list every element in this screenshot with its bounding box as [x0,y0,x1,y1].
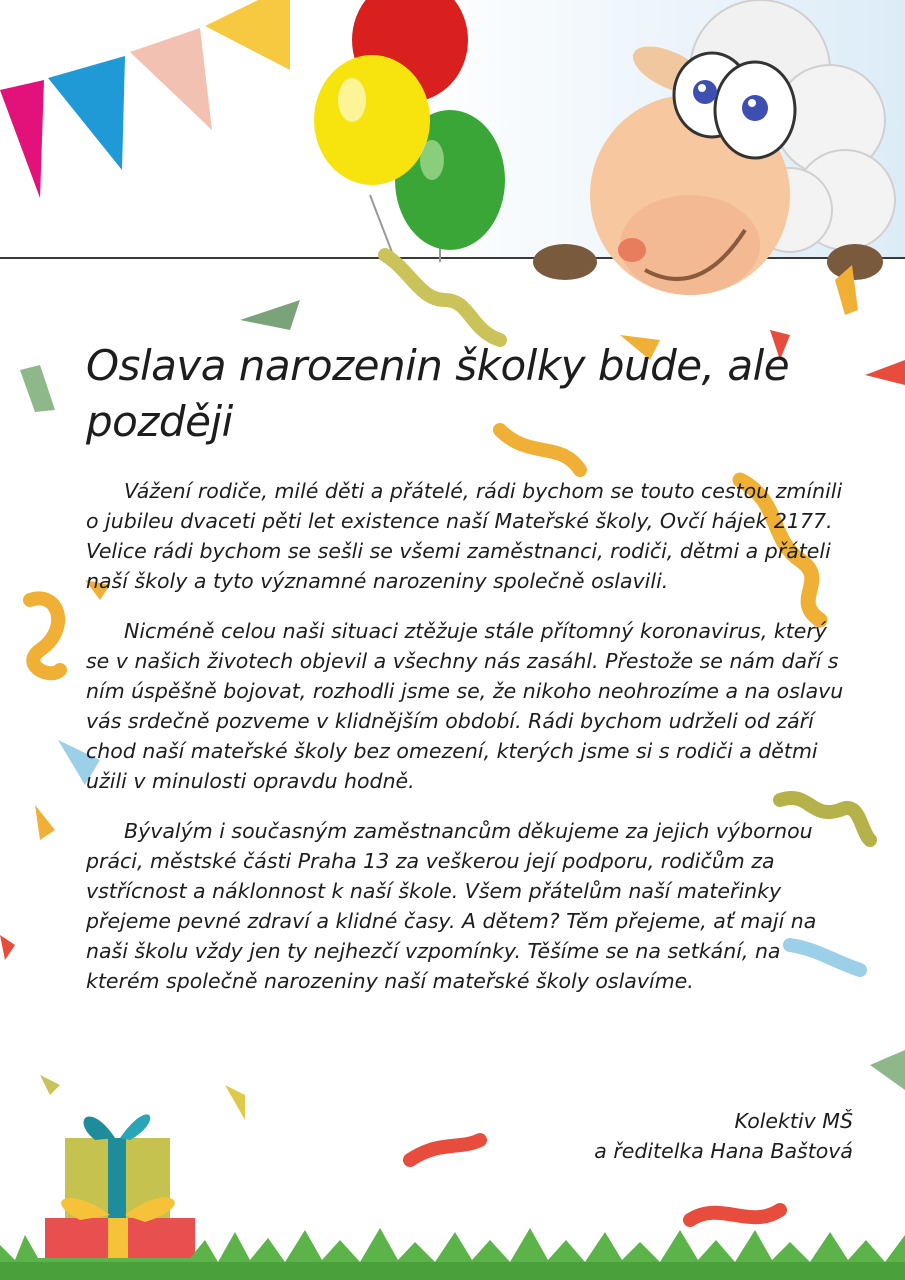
gift-box-icon [45,1114,195,1280]
paragraph: Bývalým i současným zaměstnancům děkujeme za jejich výbornou práci, městské části Praha 13 za veškerou její podporu, rodičům za vstřícnost a náklonnost k naší škole. Všem přátelům naší mateřinky přejeme pevné zdraví a klidné časy. A dětem? Těm přejeme, ať mají na naši školu vždy jen ty nejhezčí vzpomínky. Těšíme se na setkání, na kterém společně narozeniny naší mateřské školy oslavíme. [86,819,817,993]
bunting-flags-icon [0,0,290,198]
balloons-icon [314,0,505,262]
sheep-mascot-icon [533,0,895,295]
paragraph: Vážení rodiče, milé děti a přátelé, rádi bychom se touto cestou zmínili o jubileu dvaceti pěti let existence naší Mateřské školy, Ovčí hájek 2177. Velice rádi bychom se sešli se všemi zaměstnanci, rodiči, dětmi a přáteli naší školy a tyto významné narozeniny společně oslavili. [86,479,843,593]
signature-line-2: a ředitelka Hana Baštová [594,1139,853,1163]
page-title: Oslava narozenin školky bude, ale později [86,341,790,446]
signature [594,1106,853,1166]
paragraph: Nicméně celou naši situaci ztěžuje stále přítomný koronavirus, který se v našich životech objevil a všechny nás zasáhl. Přestože se nám daří s ním úspěšně bojovat, rozhodli jsme se, že nikoho neohrozíme a na oslavu vás srdečně pozveme v klidnějším období. Rádi bychom udrželi od září chod naší mateřské školy bez omezení, kterých jsme si s rodiči a dětmi užili v minulosti opravdu hodně. [86,619,844,793]
letter-body [86,476,851,1016]
signature-line-1: Kolektiv MŠ [734,1109,853,1133]
